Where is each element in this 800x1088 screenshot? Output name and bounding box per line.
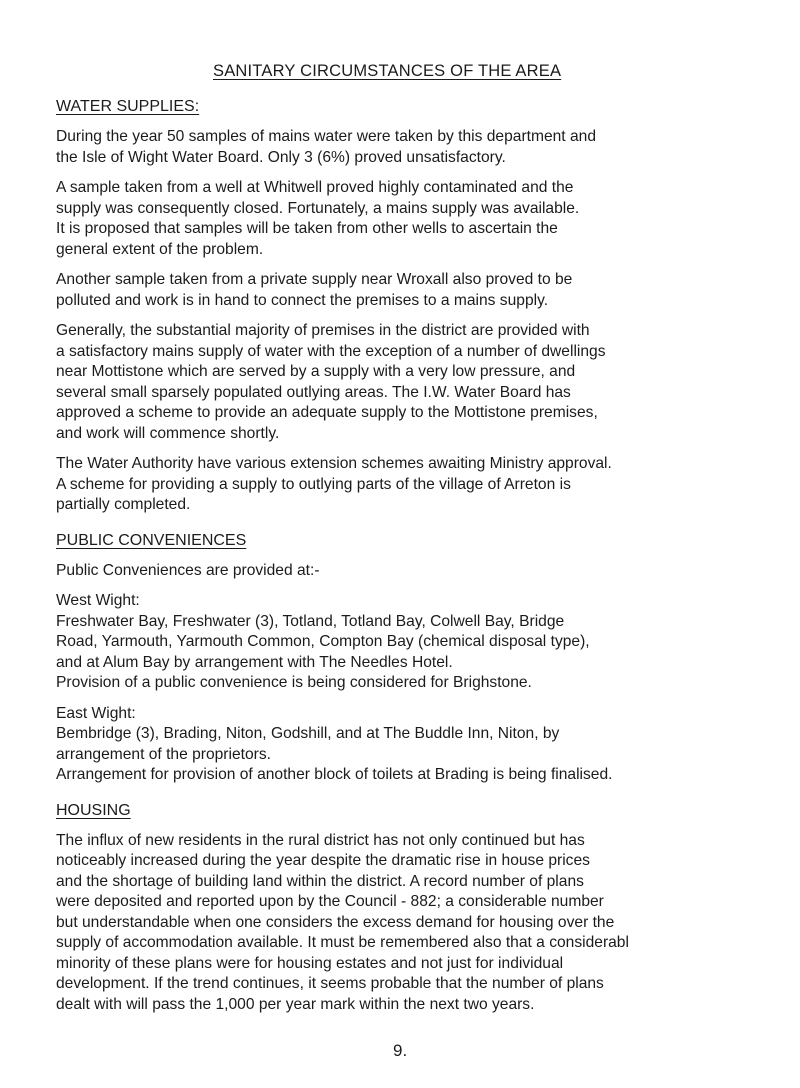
text-line: noticeably increased during the year despite the dramatic rise in house prices bbox=[56, 852, 590, 869]
text-line: Arrangement for provision of another block of toilets at Brading is being finalised. bbox=[56, 766, 613, 783]
paragraph bbox=[56, 591, 796, 694]
text-line: minority of these plans were for housing estates and not just for individual bbox=[56, 954, 564, 972]
text-line: polluted and work is in hand to connect the premises to a mains supply. bbox=[56, 291, 549, 309]
section-public-conveniences bbox=[56, 530, 796, 786]
text-line: supply was consequently closed. Fortunately, a mains supply was available. bbox=[56, 199, 580, 217]
text-line: A sample taken from a well at Whitwell proved highly contaminated and the bbox=[56, 179, 574, 196]
text-line: and the shortage of building land within the district. A record number of plans bbox=[56, 872, 584, 890]
section-heading: HOUSING bbox=[56, 801, 131, 819]
section-housing bbox=[56, 800, 796, 1016]
text-line: several small sparsely populated outlying areas. The I.W. Water Board has bbox=[56, 383, 571, 401]
text-line: approved a scheme to provide an adequate supply to the Mottistone premises, bbox=[56, 404, 598, 421]
text-line: partially completed. bbox=[56, 496, 191, 513]
text-line: Public Conveniences are provided at:- bbox=[56, 561, 320, 579]
text-line: East Wight: bbox=[56, 704, 136, 722]
text-line: Provision of a public convenience is being considered for Brighstone. bbox=[56, 674, 532, 691]
text-line: arrangement of the proprietors. bbox=[56, 745, 271, 763]
section-heading: WATER SUPPLIES: bbox=[56, 98, 200, 115]
text-line: the Isle of Wight Water Board. Only 3 (6%) proved unsatisfactory. bbox=[56, 148, 506, 166]
page-number: 9. bbox=[393, 1041, 408, 1060]
text-line: were deposited and reported upon by the Council - 882; a considerable number bbox=[56, 893, 604, 910]
text-line: Bembridge (3), Brading, Niton, Godshill, and at The Buddle Inn, Niton, by bbox=[56, 725, 560, 742]
paragraph bbox=[56, 704, 796, 786]
paragraph bbox=[56, 561, 796, 582]
text-line: and at Alum Bay by arrangement with The Needles Hotel. bbox=[56, 653, 453, 671]
text-line: but understandable when one considers the excess demand for housing over the bbox=[56, 913, 615, 931]
text-line: Another sample taken from a private supply near Wroxall also proved to be bbox=[56, 271, 573, 288]
paragraph bbox=[56, 321, 796, 444]
text-line: near Mottistone which are served by a supply with a very low pressure, and bbox=[56, 363, 576, 380]
paragraph bbox=[56, 454, 796, 516]
text-line: Road, Yarmouth, Yarmouth Common, Compton Bay (chemical disposal type), bbox=[56, 633, 590, 650]
text-line: The influx of new residents in the rural district has not only continued but has bbox=[56, 831, 585, 849]
text-line: and work will commence shortly. bbox=[56, 424, 280, 442]
section-water-supplies bbox=[56, 96, 796, 516]
paragraph bbox=[56, 270, 796, 311]
text-line: Freshwater Bay, Freshwater (3), Totland, Totland Bay, Colwell Bay, Bridge bbox=[56, 612, 565, 630]
section-heading: PUBLIC CONVENIENCES bbox=[56, 531, 247, 549]
text-line: It is proposed that samples will be taken from other wells to ascertain the bbox=[56, 220, 558, 237]
paragraph bbox=[56, 831, 796, 1016]
text-line: supply of accommodation available. It must be remembered also that a considerabl bbox=[56, 934, 629, 951]
document-body bbox=[56, 96, 796, 1025]
paragraph bbox=[56, 127, 796, 168]
page-title: SANITARY CIRCUMSTANCES OF THE AREA bbox=[213, 62, 562, 80]
text-line: dealt with will pass the 1,000 per year mark within the next two years. bbox=[56, 995, 535, 1013]
paragraph bbox=[56, 178, 796, 260]
text-line: general extent of the problem. bbox=[56, 240, 264, 258]
text-line: Generally, the substantial majority of premises in the district are provided with bbox=[56, 322, 590, 339]
text-line: The Water Authority have various extension schemes awaiting Ministry approval. bbox=[56, 455, 612, 472]
text-line: During the year 50 samples of mains water were taken by this department and bbox=[56, 128, 596, 145]
text-line: development. If the trend continues, it seems probable that the number of plans bbox=[56, 975, 604, 992]
text-line: a satisfactory mains supply of water with the exception of a number of dwellings bbox=[56, 342, 606, 360]
text-line: West Wight: bbox=[56, 592, 140, 609]
text-line: A scheme for providing a supply to outlying parts of the village of Arreton is bbox=[56, 475, 571, 493]
